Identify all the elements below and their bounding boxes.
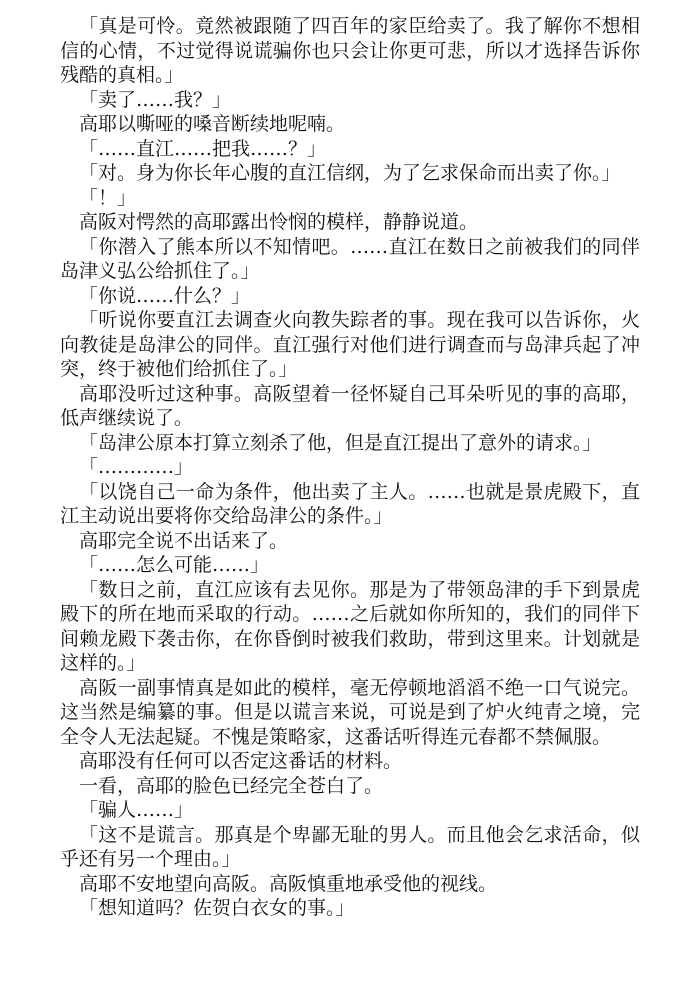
paragraph: 「对。身为你长年心腹的直江信纲，为了乞求保命而出卖了你。」: [79, 162, 621, 184]
paragraph: 高阪对愕然的高耶露出怜悯的模样，静静说道。: [79, 211, 479, 233]
paragraph: 高耶以嘶哑的嗓音断续地呢喃。: [79, 113, 346, 135]
paragraph: 「你说……什么？」: [79, 284, 251, 307]
paragraph: 一看，高耶的脸色已经完全苍白了。: [79, 774, 384, 797]
paragraph: 「！」: [79, 186, 137, 209]
paragraph: 「你潜入了熊本所以不知情吧。……直江在数日之前被我们的同伴岛津义弘公给抓住了。」: [60, 235, 640, 282]
paragraph: 「……怎么可能……」: [79, 554, 270, 576]
paragraph: 「以饶自己一命为条件，他出卖了主人。……也就是景虎殿下，直江主动说出要将你交给岛津公的条件。」: [60, 480, 640, 527]
paragraph: 「卖了……我？」: [79, 88, 232, 111]
paragraph: 高阪一副事情真是如此的模样，毫无停顿地滔滔不绝一口气说完。这当然是编纂的事。但是以谎言来说，可说是到了炉火纯青之境，完全令人无法起疑。不愧是策略家，这番话听得连元春都不禁佩服。: [60, 676, 640, 748]
paragraph: 「岛津公原本打算立刻杀了他，但是直江提出了意外的请求。」: [79, 431, 602, 454]
paragraph: 「……直江……把我……？」: [79, 137, 327, 160]
novel-page: [60, 14, 640, 921]
paragraph: 「…………」: [79, 456, 194, 478]
paragraph: 高耶不安地望向高阪。高阪慎重地承受他的视线。: [79, 872, 498, 895]
paragraph: 高耶没有任何可以否定这番话的材料。: [79, 750, 403, 772]
paragraph: 高耶完全说不出话来了。: [79, 529, 289, 552]
paragraph: 「骗人……」: [79, 799, 194, 821]
paragraph: 「听说你要直江去调查火向教失踪者的事。现在我可以告诉你，火向教徒是岛津公的同伴。直江强行对他们进行调查而与岛津兵起了冲突，终于被他们给抓住了。」: [60, 309, 640, 380]
paragraph: 「想知道吗？佐贺白衣女的事。」: [79, 897, 355, 919]
paragraph: 「这不是谎言。那真是个卑鄙无耻的男人。而且他会乞求活命，似乎还有另一个理由。」: [60, 823, 640, 870]
paragraph: 「真是可怜。竟然被跟随了四百年的家臣给卖了。我了解你不想相信的心情，不过觉得说谎骗你也只会让你更可悲，所以才选择告诉你残酷的真相。」: [60, 15, 640, 86]
paragraph: 「数日之前，直江应该有去见你。那是为了带领岛津的手下到景虎殿下的所在地而采取的行动。……之后就如你所知的，我们的同伴下间赖龙殿下袭击你，在你昏倒时被我们救助，带到这里来。计划就是这样的。」: [60, 578, 640, 674]
paragraph: 高耶没听过这种事。高阪望着一径怀疑自己耳朵听见的事的高耶，低声继续说了。: [60, 382, 640, 429]
